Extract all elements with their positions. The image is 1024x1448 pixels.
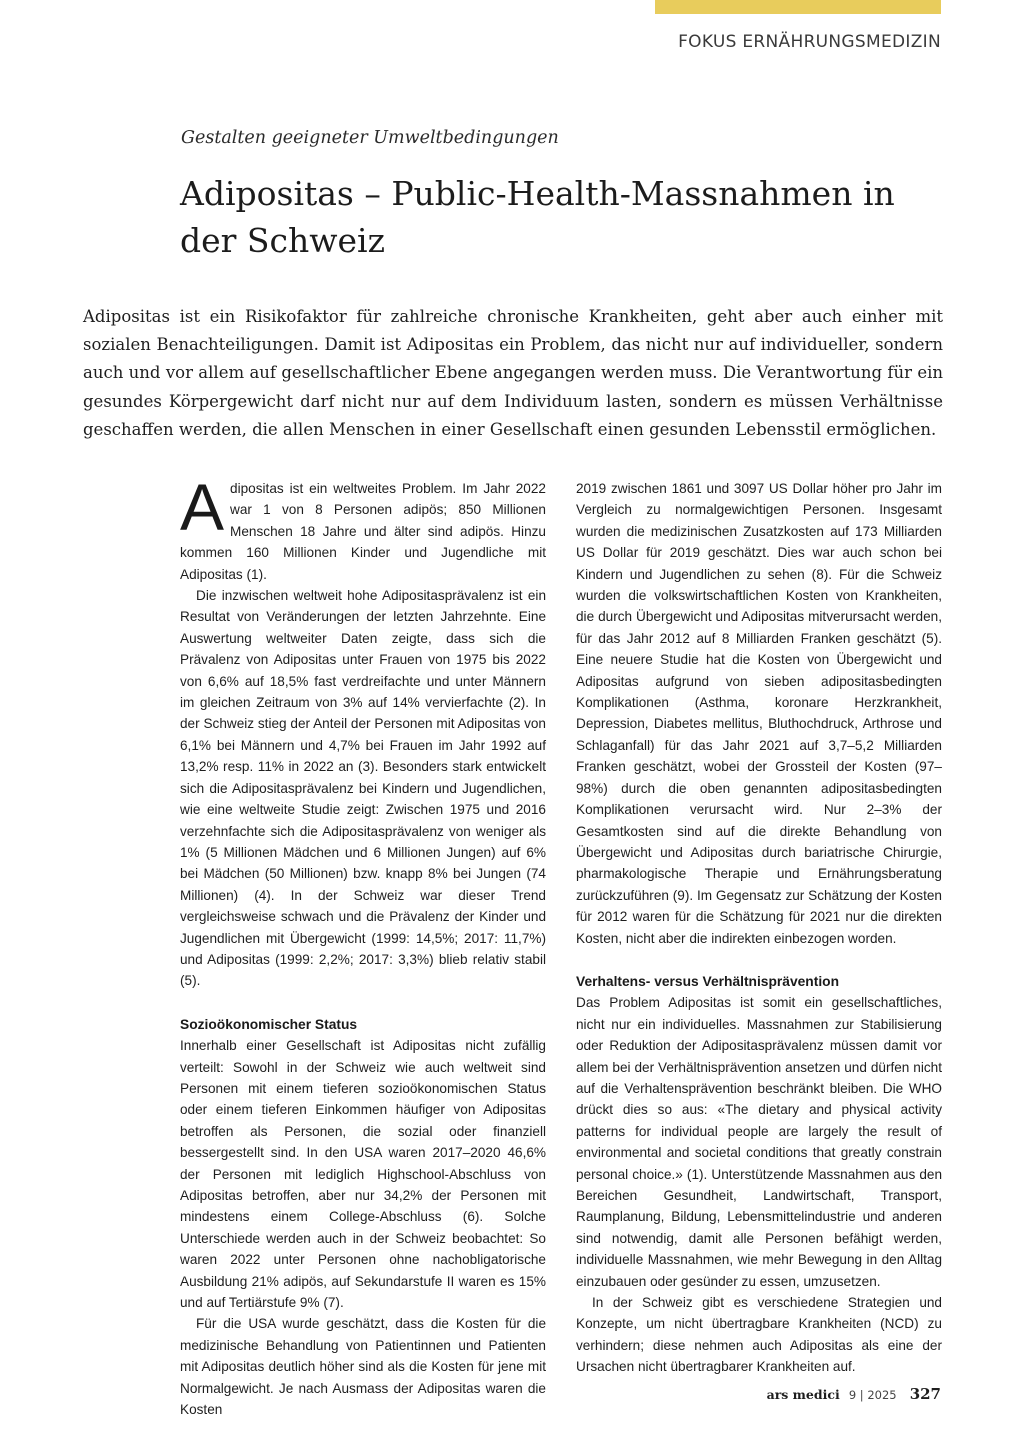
article-kicker: Gestalten geeigneter Umweltbedingungen: [181, 128, 559, 148]
intro-paragraph: [180, 470, 546, 585]
page-footer: [767, 1384, 941, 1403]
body-paragraph: Innerhalb einer Gesellschaft ist Adipositas nicht zufällig verteilt: Sowohl in der Schweiz wie auch weltweit sind Personen mit einem tieferen sozioökonomischen Status oder einem tieferen Einkommen häufiger von Adipositas betroffen als Personen, die sozial oder finanziell bessergestellt sind. In den USA waren 2017–2020 46,6% der Personen mit lediglich Highschool-Abschluss von Adipositas betroffen, aber nur 34,2% der Personen mit mindestens einem College-Abschluss (6). Solche Unterschiede werden auch in der Schweiz beobachtet: So waren 2022 unter Personen ohne nachobligatorische Ausbildung 21% adipös, auf Sekundarstufe II waren es 15% und auf Tertiärstufe 9% (7).: [180, 1038, 546, 1311]
section-heading-prevention: Verhaltens- versus Verhältnisprävention: [576, 973, 840, 989]
body-paragraph: 2019 zwischen 1861 und 3097 US Dollar höher pro Jahr im Vergleich zu normalgewichtigen Personen. Insgesamt wurden die medizinischen Zusatzkosten auf 173 Milliarden US Dollar für 2019 geschätzt. Dies war auch schon bei Kindern und Jugendlichen zu sehen (8). Für die Schweiz wurden die volkswirtschaftlichen Kosten von Krankheiten, die durch Übergewicht und Adipositas mitverursacht werden, für das Jahr 2012 auf 8 Milliarden Franken geschätzt (5). Eine neuere Studie hat die Kosten von Übergewicht und Adipositas aufgrund von sieben adipositasbedingten Komplikationen (Asthma, koronare Herzkrankheit, Depression, Diabetes mellitus, Bluthochdruck, Arthrose und Schlaganfall) für das Jahr 2021 auf 3,7–5,2 Milliarden Franken geschätzt, wobei der Grossteil der Kosten (97–98%) durch die oben genannten adipositasbedingten Komplikationen verursacht wird. Nur 2–3% der Gesamtkosten sind auf die direkte Behandlung von Übergewicht und Adipositas durch bariatrische Chirurgie, pharmakologische Therapie und Ernährungsberatung zurückzuführen (9). Im Gegensatz zur Schätzung der Kosten für 2012 waren für die Schätzung für 2021 nur die direkten Kosten, nicht aber die indirekten einbezogen worden.: [576, 481, 942, 946]
body-paragraph: Das Problem Adipositas ist somit ein gesellschaftliches, nicht nur ein individuelles. Massnahmen zur Stabilisierung oder Reduktion der Adipositasprävalenz müssen damit vor allem bei der Verhältnisprävention ansetzen und dürfen nicht auf die Verhaltensprävention beschränkt bleiben. Die WHO drückt dies so aus: «The dietary and physical activity patterns for individual people are largely the result of environmental and societal conditions that greatly constrain personal choice.» (1). Unterstützende Massnahmen aus den Bereichen Gesundheit, Landwirtschaft, Transport, Raumplanung, Bildung, Lebensmittelindustrie und anderen sind notwendig, damit alle Personen befähigt werden, individuelle Massnahmen, wie mehr Bewegung in den Alltag einzubauen oder gesünder zu essen, umzusetzen.: [576, 995, 942, 1289]
left-column: [180, 470, 546, 1420]
body-paragraph: In der Schweiz gibt es verschiedene Strategien und Konzepte, um nicht übertragbare Krankheiten (NCD) zu verhindern; diese nehmen auch Adipositas als eine der Ursachen nicht übertragbarer Krankheiten auf.: [576, 1295, 942, 1375]
right-column: [576, 478, 942, 1378]
article-title: Adipositas – Public-Health-Massnahmen in der Schweiz: [180, 174, 895, 260]
drop-cap: A: [180, 470, 225, 544]
section-heading-socioeconomic: Sozioökonomischer Status: [180, 1016, 358, 1032]
body-paragraph: Die inzwischen weltweit hohe Adipositasprävalenz ist ein Resultat von Veränderungen der letzten Jahrzehnte. Eine Auswertung weltweiter Daten zeigte, dass sich die Prävalenz von Adipositas unter Frauen von 1975 bis 2022 von 6,6% auf 18,5% fast verdreifachte und unter Männern im gleichen Zeitraum von 3% auf 14% vervierfachte (2). In der Schweiz stieg der Anteil der Personen mit Adipositas von 6,1% bei Männern und 4,7% bei Frauen im Jahr 1992 auf 13,2% resp. 11% in 2022 an (3). Besonders stark entwickelt sich die Adipositasprävalenz bei Kindern und Jugendlichen, wie eine weltweite Studie zeigt: Zwischen 1975 und 2016 verzehnfachte sich die Adipositasprävalenz von weniger als 1% (5 Millionen Mädchen und 6 Millionen Jungen) auf 6% bei Mädchen (50 Millionen) bzw. knapp 8% bei Jungen (74 Millionen) (4). In der Schweiz war dieser Trend vergleichsweise schwach und die Prävalenz der Kinder und Jugendlichen mit Übergewicht (1999: 14,5%; 2017: 11,7%) und Adipositas (1999: 2,2%; 2017: 3,3%) blieb relativ stabil (5).: [180, 588, 546, 989]
journal-name: ars medici: [766, 1387, 840, 1402]
section-label: FOKUS ERNÄHRUNGSMEDIZIN: [678, 32, 941, 52]
intro-paragraph-text: dipositas ist ein weltweites Problem. Im Jahr 2022 war 1 von 8 Personen adipös; 850 Millionen Menschen 18 Jahre und älter sind adipös. Hinzu kommen 160 Millionen Kinder und Jugendliche mit Adipositas (1).: [180, 481, 546, 582]
issue-number: 9 | 2025: [848, 1388, 897, 1402]
page-number: 327: [909, 1385, 941, 1403]
article-lead: Adipositas ist ein Risikofaktor für zahlreiche chronische Krankheiten, geht aber auch einher mit sozialen Benachteiligungen. Damit ist Adipositas ein Problem, das nicht nur auf individueller, sondern auch und vor allem auf gesellschaftlicher Ebene angegangen werden muss. Die Verantwortung für ein gesundes Körpergewicht darf nicht nur auf dem Individuum lasten, sondern es müssen Verhältnisse geschaffen werden, die allen Menschen in einer Gesellschaft einen gesunden Lebensstil ermöglichen.: [83, 307, 943, 439]
header-accent-bar: [655, 0, 941, 14]
body-paragraph: Für die USA wurde geschätzt, dass die Kosten für die medizinische Behandlung von Patientinnen und Patienten mit Adipositas deutlich höher sind als die Kosten für jene mit Normalgewicht. Je nach Ausmass der Adipositas waren die Kosten: [180, 1316, 546, 1418]
